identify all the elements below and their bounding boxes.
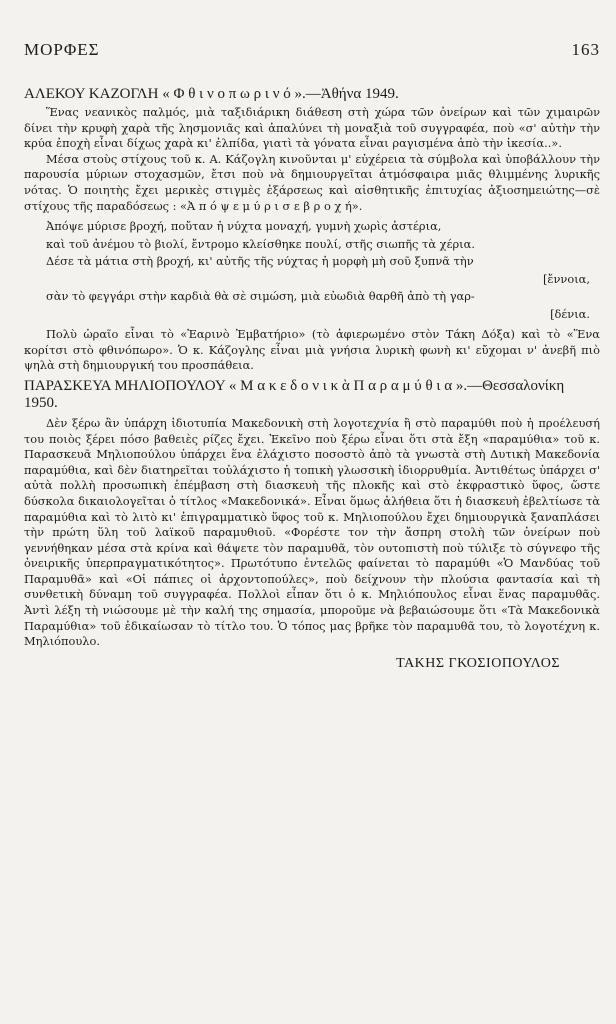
review1-title: « Φ θ ι ν ο π ω ρ ι ν ό ».	[162, 86, 306, 102]
review1-place-year: —Ἀθήνα 1949.	[305, 86, 399, 102]
page	[24, 40, 600, 672]
verse-line-continuation: [ἔννοια,	[542, 271, 590, 286]
review2-author: ΠΑΡΑΣΚΕΥΑ ΜΗΛΙΟΠΟΥΛΟΥ	[24, 377, 226, 394]
review1-paragraph-2: Μέσα στοὺς στίχους τοῦ κ. Α. Κάζογλη κινοῦνται μ' εὐχέρεια τὰ σύμβολα καὶ ὑποβάλλουν τὴν παρουσία μύριων στοχασμῶν, ἔτσι ποὺ νὰ δημιουργεῖται ἀτμόσφαιρα μιᾶς θλιμμένης λυρικῆς νότας. Ὁ ποιητὴς ἔχει μερικὲς στιγμὲς ἐξάρσεως καὶ αἰσθητικῆς ἐπιτυχίας ἀξιοσημειώτης—σὲ στίχους τῆς παραδόσεως : «Ἀ π ό ψ ε μ ύ ρ ι σ ε β ρ ο χ ή».	[24, 151, 600, 213]
review2-place-year: —Θεσσαλονίκη 1950.	[24, 377, 565, 411]
verse-line: σὰν τὸ φεγγάρι στὴν καρδιὰ θὰ σὲ σιμώση, μιὰ εὐωδιὰ θαρθῆ ἀπὸ τὴ γαρ-	[46, 289, 475, 304]
review1-verse	[46, 218, 600, 323]
page-number: 163	[571, 40, 600, 59]
review1-closing: Πολὺ ὡραῖο εἶναι τὸ «Ἐαρινὸ Ἐμβατήριο» (τὸ ἀφιερωμένο στὸν Τάκη Δόξα) καὶ τὸ «Ἕνα κορίτσι στὸ φθινόπωρο». Ὁ κ. Κάζογλης εἶναι μιὰ γνήσια λυρικὴ φωνὴ κι' εὔχομαι ν' ἀνεβῆ πιὸ ψηλὰ στὴ δημιουργική του προσπάθεια.	[24, 327, 600, 373]
review2-paragraph: Δὲν ξέρω ἂν ὑπάρχη ἰδιοτυπία Μακεδονικὴ στὴ λογοτεχνία ἢ στὸ παραμύθι ποὺ ἡ προέλευσή του ποιὸς ξέρει πόσο βαθειὲς ρίζες ἔχει. Ἐκεῖνο ποὺ ξέρω εἶναι ὅτι στὰ ἔξη «παραμύθια» τοῦ κ. Παρασκευᾶ Μηλιοπούλου ὑπάρχει ἕνα ἐλάχιστο ποσοστὸ ἀπὸ τὰ γνωστὰ στὴ Δυτικὴ Μακεδονία παραμύθια, καὶ δὲν διατηρεῖται τοὐλάχιστο ἡ τοπικὴ γλωσσικὴ ἰδιορρυθμία. Ἀντιθέτως ὑπάρχει σ' αὐτὰ πολλὴ προσωπικὴ ἐπέμβαση στὴ διασκευὴ τῆς πλοκῆς καὶ στὸ ἐκφραστικὸ ὕφος, ὥστε δύσκολα δικαιολογεῖται ὁ τίτλος «Μακεδονικά». Εἶναι ὅμως ἀλήθεια ὅτι ἡ διασκευὴ ἐβελτίωσε τὰ παραμύθια καὶ τὸ λιτὸ κι' ἐπιγραμματικὸ ὕφος τοῦ κ. Μηλιοπούλου ἔχει δημιουργικὰ ξαναπλάσει τὴν πρώτη ὕλη τοῦ λαϊκοῦ παραμυθιοῦ. «Φορέστε τον τὴν ἄσπρη στολὴ τῶν ὀνείρων ποὺ γεννήθηκαν μέσα στὰ κρίνα καὶ θάψετε τὸν παραμυθᾶ, τὸν ουτοπιστὴ ποὺ τύλιξε τὸ σύγνεφο τῆς ὀνειρικῆς ὑπερπραγματικότητος». Πρωτότυπο ἐντελῶς φαίνεται τὸ παραμύθι «Ὁ Μανδύας τοῦ Παραμυθᾶ» καὶ «Οἱ πάπιες οἱ ἀρχοντοπούλες», ποὺ δείχνουν τὴν πλούσια φαντασία καὶ τὴ συνθετικὴ δύναμη τοῦ συγγραφέα. Πολλοὶ εἶπαν ὅτι ὁ κ. Μηλιόπουλος εἶναι ἕνας παραμυθᾶς. Ἀντὶ λέξη τὴ νιώσουμε μὲ τὴν καλή της σημασία, μποροῦμε νὰ βεβαιώσουμε ὅτι «Τὰ Μακεδονικὰ Παραμύθια» τοῦ ἐδικαίωσαν τὸ τίτλο του. Ὁ τόπος μας βρῆκε τὸν παραμυθᾶ του, τὸ λογοτέχνη κ. Μηλιόπουλο.	[24, 415, 600, 649]
reviewer-signature: ΤΑΚΗΣ ΓΚΟΣΙΟΠΟΥΛΟΣ	[396, 655, 560, 671]
verse-line: Ἀπόψε μύρισε βροχή, ποὔταν ἡ νύχτα μοναχή, γυμνὴ χωρὶς ἀστέρια,	[46, 219, 442, 234]
review2-heading	[24, 378, 600, 412]
verse-line: καὶ τοῦ ἀνέμου τὸ βιολί, ἔντρομο κλείσθηκε πουλί, στῆς σιωπῆς τὰ χέρια.	[46, 236, 475, 251]
journal-title: ΜΟΡΦΕΣ	[24, 40, 100, 59]
verse-line-continuation: [δένια.	[550, 306, 590, 321]
running-head	[24, 40, 600, 60]
verse-line: Δέσε τὰ μάτια στὴ βροχή, κι' αὐτῆς τῆς νύχτας ἡ μορφὴ μὴ σοῦ ξυπνᾶ τὴν	[46, 254, 474, 269]
review1-author: ΑΛΕΚΟΥ ΚΑΖΟΓΛΗ	[24, 86, 159, 102]
review1-paragraph-1: Ἕνας νεανικὸς παλμός, μιὰ ταξιδιάρικη διάθεση στὴ χώρα τῶν ὀνείρων καὶ τῶν χιμαιρῶν δίνει τὴν κρυφὴ χαρὰ τῆς λησμονιᾶς καὶ ἁπαλύνει τὴ μοναξιὰ τοῦ συγγραφέα, ποὺ «σ' αὐτὴν τὴν κρύα ἐποχὴ εἶναι δίχως χαρὰ κι' ἐλπίδα, γιατὶ τὰ γόνατα εἶναι ραγισμένα ἀπὸ τὴν ἱκεσία..».	[24, 105, 600, 151]
review1-heading	[24, 86, 600, 103]
review2-title: « Μ α κ ε δ ο ν ι κ ὰ Π α ρ α μ ύ θ ι α ».	[228, 377, 468, 394]
